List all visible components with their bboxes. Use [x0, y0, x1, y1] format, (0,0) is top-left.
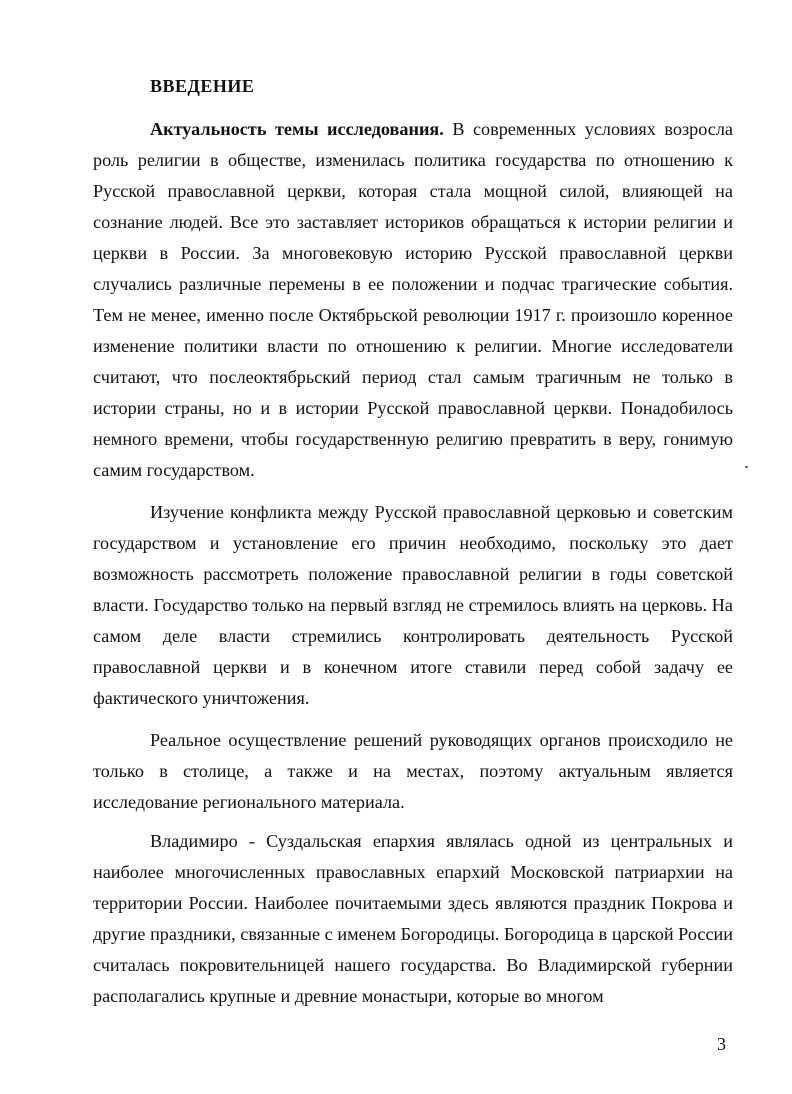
paragraph-text: В современных условиях возросла роль религии в обществе, изменилась политика государства по отношению к Русской православной церкви, которая стала мощной силой, влияющей на сознание людей. Все это заставляет историков обращаться к истории религии и церкви в России. За многовековую историю Русской православной церкви случались различные перемены в ее положении и подчас трагические события. Тем не менее, именно после Октябрьской революции 1917 г. произошло коренное изменение политики власти по отношению к религии. Многие исследователи считают, что послеоктябрьский период стал самым трагичным не только в истории страны, но и в истории Русской православной церкви. Понадобилось немного времени, чтобы государственную религию превратить в веру, гонимую самим государством.	[93, 119, 733, 480]
paragraph-regional	[93, 725, 733, 818]
paragraph-relevance	[93, 114, 733, 486]
paragraph-text: Изучение конфликта между Русской православной церковью и советским государством и установление его причин необходимо, поскольку это дает возможность рассмотреть положение православной религии в годы советской власти. Государство только на первый взгляд не стремилось влиять на церковь. На самом деле власти стремились контролировать деятельность Русской православной церкви и в конечном итоге ставили перед собой задачу ее фактического уничтожения.	[93, 502, 733, 708]
section-heading: ВВЕДЕНИЕ	[150, 76, 255, 96]
paragraph-text: Владимиро - Суздальская епархия являлась одной из центральных и наиболее многочисленных православных епархий Московской патриархии на территории России. Наиболее почитаемыми здесь являются праздник Покрова и другие праздники, связанные с именем Богородицы. Богородица в царской России считалась покровительницей нашего государства. Во Владимирской губернии располагались крупные и древние монастыри, которые во многом	[93, 831, 733, 1006]
paragraph-conflict	[93, 497, 733, 714]
paragraph-eparchy	[93, 826, 733, 1012]
page-number: 3	[717, 1034, 726, 1054]
paragraph-text: Реальное осуществление решений руководящих органов происходило не только в столице, а также и на местах, поэтому актуальным является исследование регионального материала.	[93, 730, 733, 812]
scan-speck	[745, 466, 748, 468]
paragraph-lead: Актуальность темы исследования.	[150, 119, 444, 139]
